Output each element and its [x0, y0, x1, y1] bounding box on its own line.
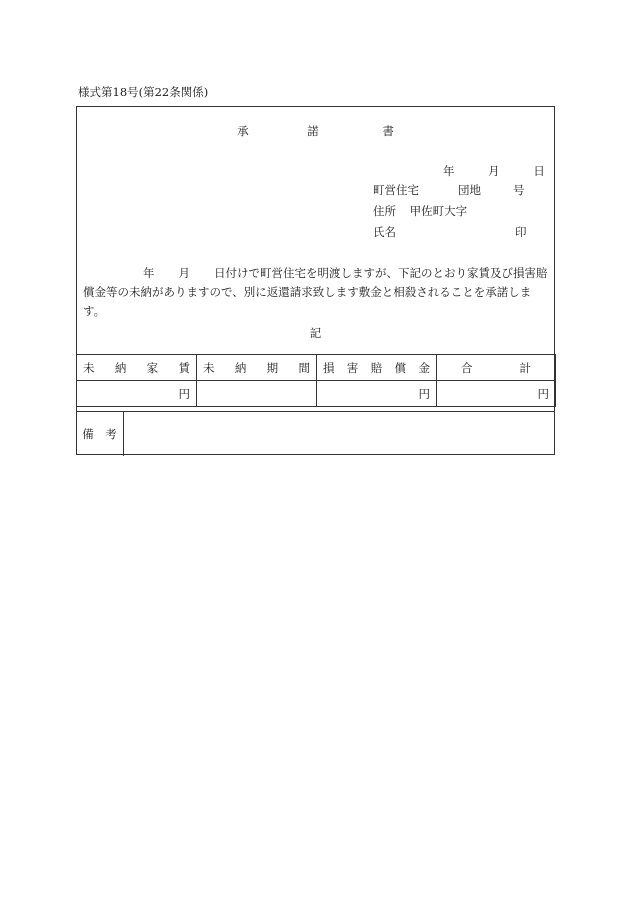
ki-heading: 記: [309, 326, 322, 340]
body-paragraph: 日付けで町営住宅を明渡しますが、下記のとおり家賃及び損害賠償金等の未納がありますので、別に返還請求致します敷金と相殺されることを承諾します。: [83, 266, 548, 318]
form-title: [77, 123, 554, 139]
amount-total[interactable]: 円: [437, 381, 556, 407]
header-total: 合 計: [437, 355, 556, 381]
table-amount-row: [77, 381, 556, 407]
date-year: 年: [443, 164, 455, 178]
remarks-field[interactable]: [124, 412, 555, 456]
seal-mark: 印: [515, 225, 527, 239]
body-year: 年: [143, 266, 155, 280]
amount-unpaid-period[interactable]: [197, 381, 317, 407]
arrears-table: [76, 354, 556, 407]
consent-body-text: [83, 264, 553, 321]
remarks-section: [76, 411, 555, 456]
name-label: 氏名: [373, 225, 396, 239]
title-char-1: 承: [237, 124, 249, 138]
consent-form: [76, 106, 555, 455]
housing-label: 町営住宅: [373, 183, 419, 197]
residence-town: 甲佐町大字: [409, 204, 468, 218]
title-char-3: 書: [382, 124, 394, 138]
amount-damages[interactable]: 円: [317, 381, 437, 407]
unit-number-label: 号: [513, 183, 525, 197]
title-char-2: 諾: [307, 124, 319, 138]
table-header-row: [77, 355, 556, 381]
form-number-label: 様式第18号(第22条関係): [78, 85, 209, 99]
amount-unpaid-rent[interactable]: 円: [77, 381, 197, 407]
date-day: 日: [533, 164, 545, 178]
complex-label: 団地: [458, 183, 481, 197]
header-damages: 損 害 賠 償 金: [317, 355, 437, 381]
body-month: 月: [178, 266, 190, 280]
date-month: 月: [488, 164, 500, 178]
residence-label: 住所: [373, 204, 396, 218]
header-unpaid-period: 未 納 期 間: [197, 355, 317, 381]
remarks-label: 備 考: [76, 412, 124, 456]
header-unpaid-rent: 未 納 家 賃: [77, 355, 197, 381]
address-line-residence: [373, 203, 467, 219]
date-line: [443, 163, 545, 179]
